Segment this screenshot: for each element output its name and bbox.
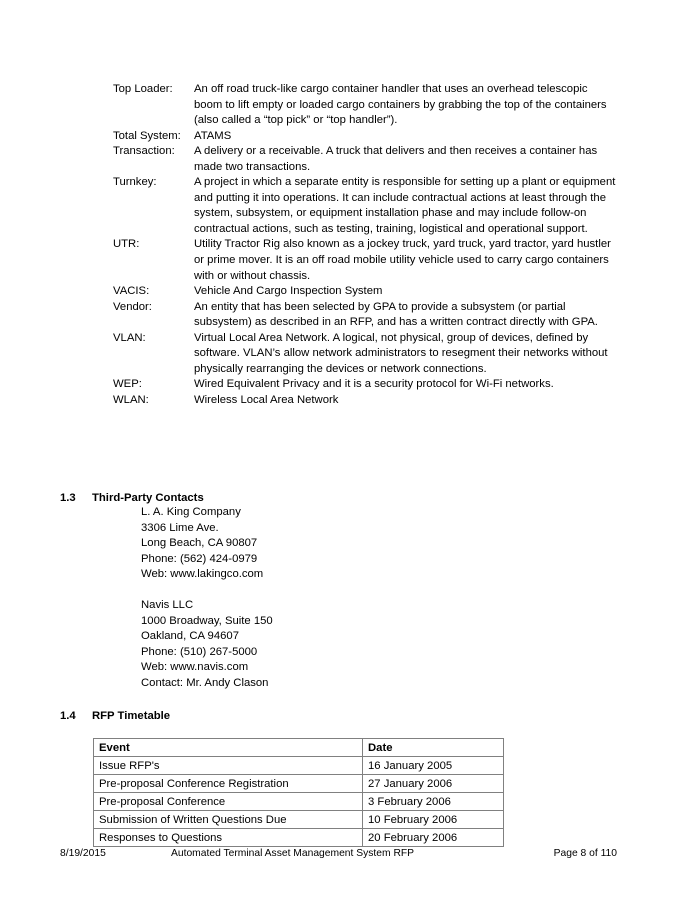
- table-row: [94, 811, 504, 829]
- footer-document-title: Automated Terminal Asset Management System RFP: [171, 848, 415, 859]
- contact-line: 3306 Lime Ave.: [141, 521, 219, 534]
- table-cell-event: Pre-proposal Conference Registration: [94, 775, 363, 793]
- contact-line: Phone: (510) 267-5000: [141, 645, 258, 658]
- glossary-entry: [113, 331, 617, 378]
- glossary-definition: Vehicle And Cargo Inspection System: [194, 285, 383, 298]
- glossary-definition: A delivery or a receivable. A truck that delivers and then receives a container has made two transactions.: [194, 145, 598, 173]
- glossary-term: Turnkey:: [113, 176, 157, 189]
- table-row: [94, 757, 504, 775]
- footer-date: 8/19/2015: [60, 848, 106, 859]
- table-row: [94, 829, 504, 847]
- glossary-definition: ATAMS: [194, 129, 232, 142]
- table-cell-event: Responses to Questions: [94, 829, 363, 847]
- table-cell-date: 20 February 2006: [363, 829, 504, 847]
- page-footer: [60, 846, 617, 862]
- glossary-definition: Wireless Local Area Network: [194, 393, 339, 406]
- section-number: 1.3: [60, 492, 76, 504]
- table-cell-date: 16 January 2005: [363, 757, 504, 775]
- table-cell-date: 27 January 2006: [363, 775, 504, 793]
- table-cell-date: 3 February 2006: [363, 793, 504, 811]
- glossary-entry: [113, 300, 617, 331]
- section-number: 1.4: [60, 710, 76, 722]
- section-title: Third-Party Contacts: [92, 492, 204, 504]
- section-title: RFP Timetable: [92, 710, 171, 722]
- glossary-entry: [113, 175, 617, 237]
- section-heading-third-party-contacts: [60, 491, 360, 505]
- table-cell-event: Pre-proposal Conference: [94, 793, 363, 811]
- glossary-entry: [113, 82, 617, 129]
- glossary-term: Top Loader:: [113, 83, 173, 95]
- contact-block-la-king-company: [141, 505, 263, 583]
- glossary-definition: Wired Equivalent Privacy and it is a security protocol for Wi-Fi networks.: [194, 378, 554, 391]
- glossary-term: VLAN:: [113, 331, 146, 344]
- contact-line: Web: www.lakingco.com: [141, 568, 264, 581]
- table-cell-event: Issue RFP's: [94, 757, 363, 775]
- contact-line: Long Beach, CA 90807: [141, 537, 258, 550]
- contact-line: Navis LLC: [141, 599, 194, 611]
- glossary-entry: [113, 377, 617, 393]
- table-cell-date: 10 February 2006: [363, 811, 504, 829]
- table-header: [94, 739, 504, 757]
- contact-line: Oakland, CA 94607: [141, 630, 239, 643]
- glossary-definition: An off road truck-like cargo container handler that uses an overhead telescopic boom to lift empty or loaded cargo containers by grabbing the top of the containers (also called a “top pick” or “top handler”).: [194, 83, 607, 127]
- table-row: [94, 793, 504, 811]
- glossary-term: Total System:: [113, 129, 181, 142]
- glossary-definition-list: [113, 82, 617, 408]
- footer-page-number: Page 8 of 110: [553, 848, 617, 859]
- glossary-term: WLAN:: [113, 393, 149, 406]
- table-column-header: Date: [363, 739, 504, 757]
- glossary-definition: A project in which a separate entity is responsible for setting up a plant or equipment and putting it into operations. It can include contractual actions at least through the system, subsystem, or equipment installation phase and may include follow-on contractual actions, such as testing, training, logistical and operational support.: [194, 176, 616, 235]
- table-column-header: Event: [94, 739, 363, 757]
- contact-line: L. A. King Company: [141, 506, 241, 518]
- section-heading-rfp-timetable: [60, 709, 360, 723]
- table-row: [94, 775, 504, 793]
- glossary-term: UTR:: [113, 238, 140, 251]
- glossary-entry: [113, 129, 617, 145]
- glossary-entry: [113, 237, 617, 284]
- glossary-term: Vendor:: [113, 300, 152, 313]
- glossary-entry: [113, 393, 617, 409]
- glossary-term: WEP:: [113, 378, 142, 391]
- contact-line: Phone: (562) 424-0979: [141, 552, 258, 565]
- contact-line: 1000 Broadway, Suite 150: [141, 614, 273, 627]
- contact-block-navis-llc: [141, 598, 273, 692]
- table-cell-event: Submission of Written Questions Due: [94, 811, 363, 829]
- contact-line: Contact: Mr. Andy Clason: [141, 676, 269, 689]
- glossary-entry: [113, 284, 617, 300]
- glossary-definition: Virtual Local Area Network. A logical, not physical, group of devices, defined by software. VLAN’s allow network administrators to resegment their networks without physically rearranging the devices or network connections.: [194, 331, 608, 375]
- contact-line: Web: www.navis.com: [141, 661, 249, 674]
- table-header-row: [94, 739, 504, 757]
- glossary-definition: An entity that has been selected by GPA to provide a subsystem (or partial subsystem) as described in an RFP, and has a written contract directly with GPA.: [194, 300, 598, 329]
- glossary-definition: Utility Tractor Rig also known as a jockey truck, yard truck, yard tractor, yard hustler or prime mover. It is an off road mobile utility vehicle used to carry cargo containers with or without chassis.: [194, 238, 611, 282]
- glossary-term: VACIS:: [113, 285, 150, 298]
- rfp-timetable-table: [93, 738, 504, 847]
- table-body: [94, 757, 504, 847]
- glossary-term: Transaction:: [113, 145, 175, 158]
- glossary-entry: [113, 144, 617, 175]
